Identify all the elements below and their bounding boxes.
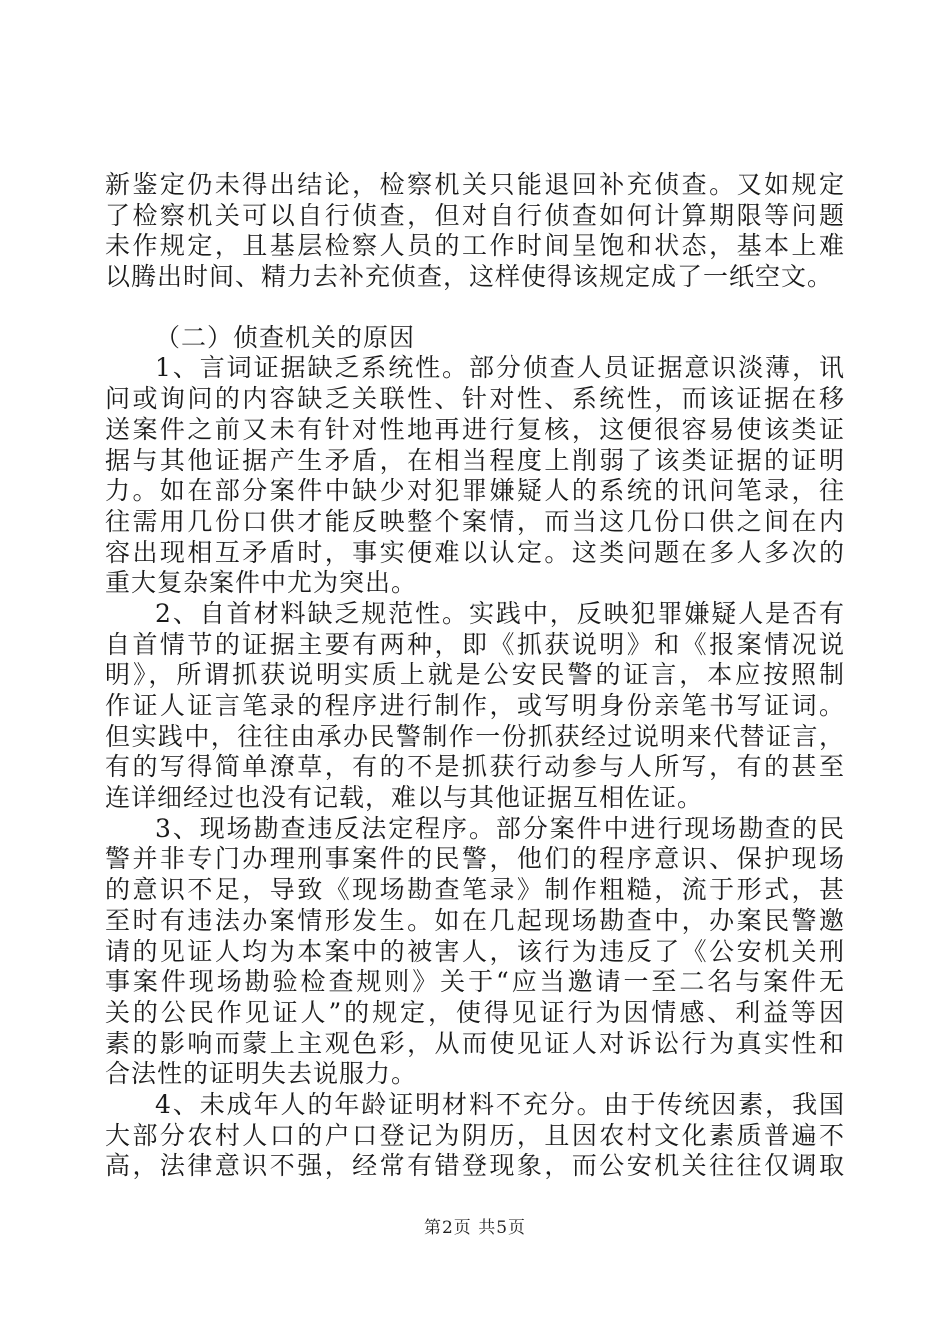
paragraph-line: 4、未成年人的年龄证明材料不充分。由于传统因素，我国: [155, 1089, 845, 1119]
paragraph-line: 至时有违法办案情形发生。如在几起现场勘查中，办案民警邀: [105, 905, 845, 935]
page-footer: 第2页 共5页: [423, 1218, 527, 1238]
paragraph-line: 请的见证人均为本案中的被害人，该行为违反了《公安机关刑: [105, 936, 845, 966]
paragraph-line: 合法性的证明失去说服力。: [105, 1059, 418, 1089]
paragraph-line: 连详细经过也没有记载，难以与其他证据互相佐证。: [105, 783, 704, 813]
paragraph-line: 大部分农村人口的户口登记为阴历，且因农村文化素质普遍不: [105, 1120, 845, 1150]
paragraph-line: 关的公民作见证人”的规定，使得见证行为因情感、利益等因: [105, 997, 845, 1027]
paragraph-line: 以腾出时间、精力去补充侦查，这样使得该规定成了一纸空文。: [105, 262, 834, 292]
paragraph-line: 送案件之前又未有针对性地再进行复核，这便很容易使该类证: [105, 414, 845, 444]
paragraph-gap: [105, 293, 845, 323]
paragraph-line: 据与其他证据产生矛盾，在相当程度上削弱了该类证据的证明: [105, 445, 845, 475]
paragraph-line: 的意识不足，导致《现场勘查笔录》制作粗糙，流于形式，甚: [105, 875, 845, 905]
paragraph-line: 问或询问的内容缺乏关联性、针对性、系统性，而该证据在移: [105, 384, 845, 414]
paragraph-line: 新鉴定仍未得出结论，检察机关只能退回补充侦查。又如规定: [105, 170, 845, 199]
paragraph-line: 高，法律意识不强，经常有错登现象，而公安机关往往仅调取: [105, 1151, 845, 1181]
paragraph-line: 容出现相互矛盾时，事实便难以认定。这类问题在多人多次的: [105, 537, 845, 567]
paragraph-line: 作证人证言笔录的程序进行制作，或写明身份亲笔书写证词。: [105, 691, 845, 720]
paragraph-line: 1、言词证据缺乏系统性。部分侦查人员证据意识淡薄，讯: [155, 353, 845, 383]
paragraph-line: 往需用几份口供才能反映整个案情，而当这几份口供之间在内: [105, 506, 845, 536]
section-heading: （二）侦查机关的原因: [155, 322, 416, 352]
paragraph-line: 但实践中，往往由承办民警制作一份抓获经过说明来代替证言，: [105, 721, 845, 751]
paragraph-line: 事案件现场勘验检查规则》关于“应当邀请一至二名与案件无: [105, 967, 845, 997]
paragraph-line: 2、自首材料缺乏规范性。实践中，反映犯罪嫌疑人是否有: [155, 598, 845, 628]
paragraph-line: 自首情节的证据主要有两种，即《抓获说明》和《报案情况说: [105, 629, 845, 659]
paragraph-line: 警并非专门办理刑事案件的民警，他们的程序意识、保护现场: [105, 844, 845, 874]
paragraph-line: 有的写得简单潦草，有的不是抓获行动参与人所写，有的甚至: [105, 752, 845, 782]
paragraph-line: 了检察机关可以自行侦查，但对自行侦查如何计算期限等问题: [105, 200, 845, 230]
paragraph-line: 未作规定，且基层检察人员的工作时间呈饱和状态，基本上难: [105, 231, 845, 261]
paragraph-line: 3、现场勘查违反法定程序。部分案件中进行现场勘查的民: [155, 813, 845, 843]
paragraph-line: 力。如在部分案件中缺少对犯罪嫌疑人的系统的讯问笔录，往: [105, 476, 845, 506]
paragraph-line: 素的影响而蒙上主观色彩，从而使见证人对诉讼行为真实性和: [105, 1028, 845, 1058]
paragraph-line: 明》，所谓抓获说明实质上就是公安民警的证言，本应按照制: [105, 660, 845, 690]
document-body: [105, 170, 845, 1182]
paragraph-line: 重大复杂案件中尤为突出。: [105, 568, 418, 598]
